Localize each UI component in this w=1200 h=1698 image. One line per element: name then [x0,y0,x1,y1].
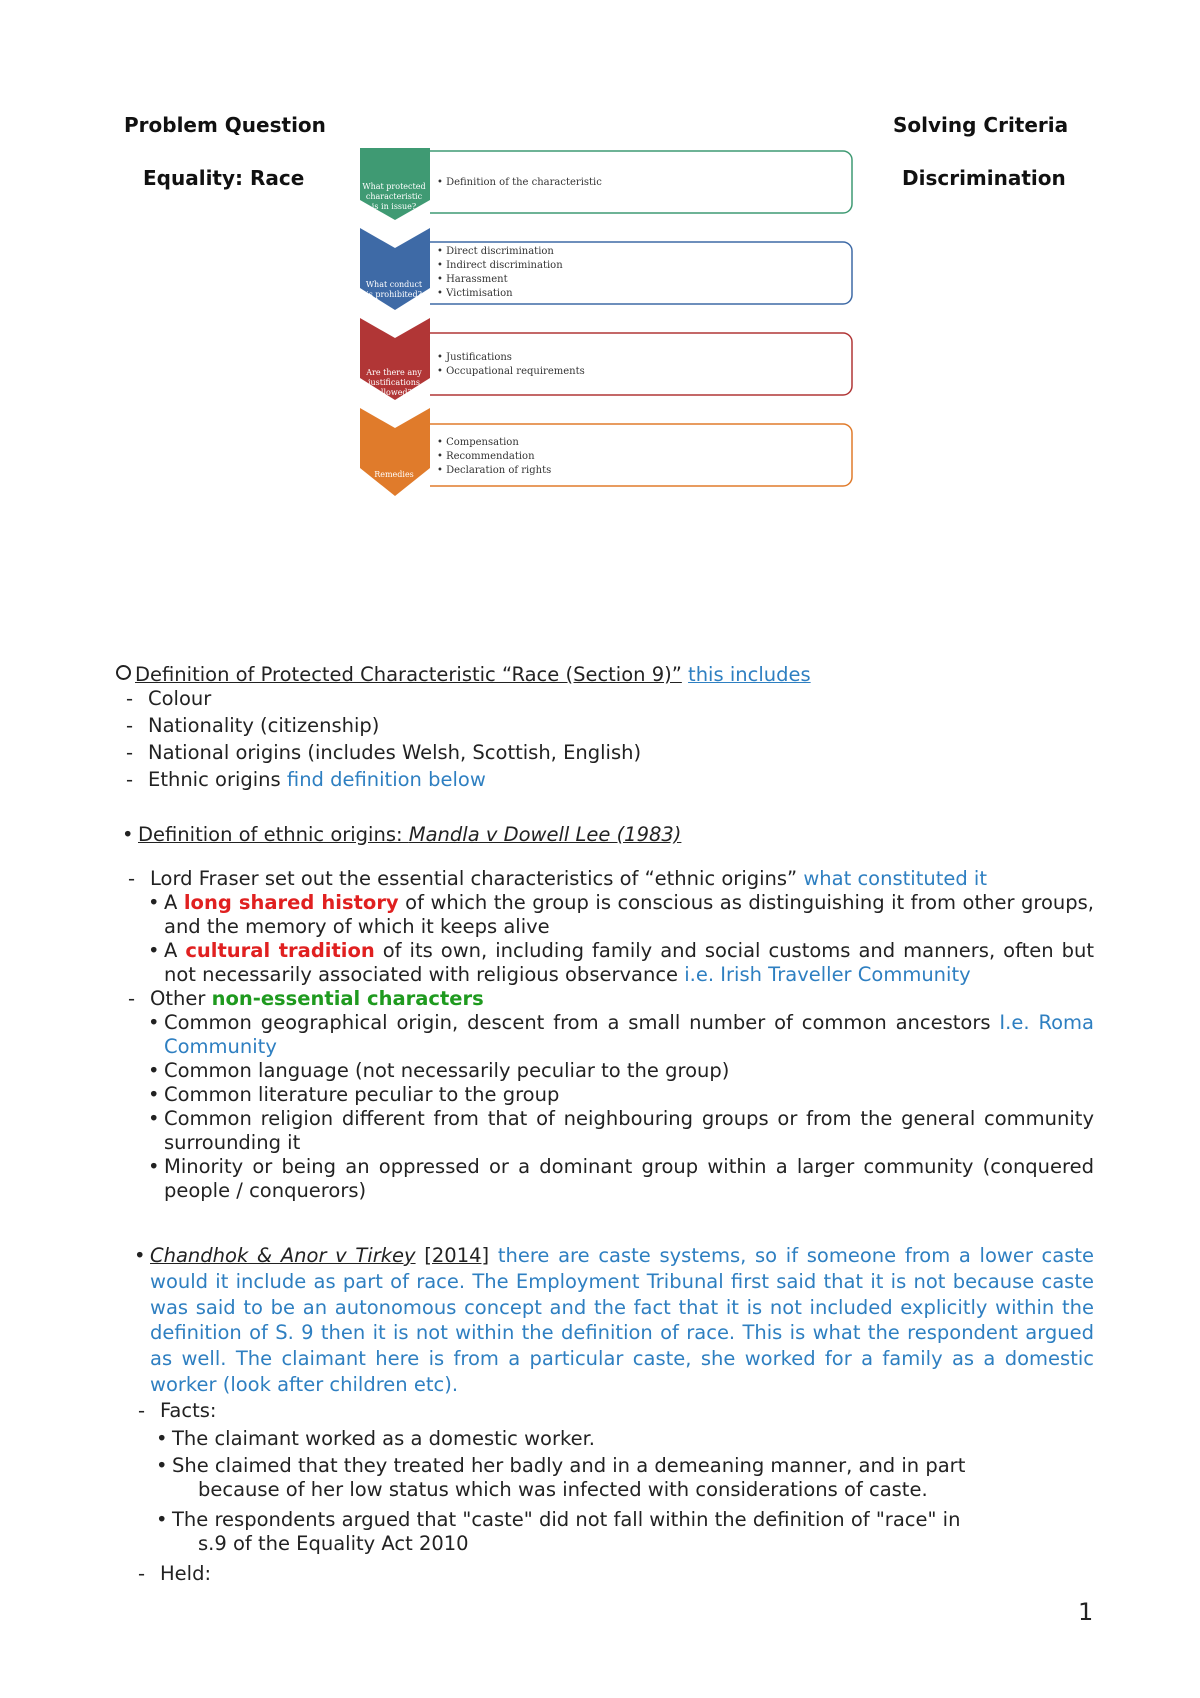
diagram-step-1 [360,148,852,220]
diagram-item: • Direct discrimination [437,246,554,257]
non-essential-4: • Common religion different from that of neighbouring groups or from the general community surrounding it [164,1107,1094,1155]
non-essential-3: • Common literature peculiar to the group [164,1083,559,1107]
race-item: - National origins (includes Welsh, Scottish, English) [148,741,641,765]
diagram-step-4 [360,408,852,496]
essential-characteristic-2: • A cultural tradition of its own, including family and social customs and manners, often but not necessarily associated with religious observance i.e. Irish Traveller Community [164,939,1094,987]
section1-heading: Definition of Protected Characteristic “Race (Section 9)” this includes [116,663,811,687]
non-essential-1: • Common geographical origin, descent from a small number of common ancestors I.e. Roma Community [164,1011,1094,1059]
diagram-item: • Victimisation [437,288,513,299]
fact-item: • She claimed that they treated her badly and in a demeaning manner, and in part because of her low status which was infected with considerations of caste. [172,1454,1012,1502]
header-left-line2: Equality: Race [143,166,305,190]
diagram-chevron-3-label: Are there any justifications allowed? [366,368,422,397]
fact-item: • The claimant worked as a domestic worker. [172,1427,595,1451]
fraser-line: - Lord Fraser set out the essential characteristics of “ethnic origins” what constituted it [150,867,987,891]
chandhok-case: • Chandhok & Anor v Tirkey [2014] there are caste systems, so if someone from a lower caste would it include as part of race. The Employment Tribunal first said that it is not because caste was said to be an autonomous concept and the fact that it is not included explicitly within the definition of S. 9 then it is not within the definition of race. This is what the respondent argued as well. The claimant here is from a particular caste, she worked for a family as a domestic worker (look after children etc). [150,1243,1094,1398]
fact-item: • The respondents argued that "caste" did not fall within the definition of "race" in s.9 of the Equality Act 2010 [172,1508,1012,1556]
page-number: 1 [1078,1598,1094,1626]
header-right-line2: Discrimination [902,166,1066,190]
circle-bullet-icon [116,665,131,680]
diagram-chevron-1-label: What protected characteristic is in issue? [362,182,426,211]
diagram-chevron-4-label: Remedies [374,470,414,479]
race-item: - Nationality (citizenship) [148,714,379,738]
facts-label: - Facts: [160,1399,216,1423]
section2-heading: • Definition of ethnic origins: Mandla v Dowell Lee (1983) [138,823,681,847]
diagram-step-3-items [437,351,585,379]
diagram-step-1-items [437,176,602,190]
diagram-step-2-items [437,245,563,301]
non-essential-2: • Common language (not necessarily peculiar to the group) [164,1059,729,1083]
diagram-step-2 [360,228,852,310]
diagram-chevron-4 [360,408,430,496]
diagram-chevron-2-label: What conduct is prohibited? [365,280,423,299]
header-left-line1: Problem Question [124,113,326,137]
diagram-step-4-items [437,436,551,478]
diagram-item: • Indirect discrimination [437,260,563,271]
diagram-item: • Harassment [437,274,508,285]
diagram-item: • Definition of the characteristic [437,177,602,188]
held-label: - Held: [160,1562,211,1586]
diagram-item: • Justifications [437,352,512,363]
diagram-item: • Compensation [437,437,519,448]
diagram-item: • Declaration of rights [437,465,552,476]
race-item-ethnic: - Ethnic origins find definition below [148,768,486,792]
non-essential-5: • Minority or being an oppressed or a dominant group within a larger community (conquered people / conquerors) [164,1155,1094,1203]
race-item: - Colour [148,687,211,711]
other-heading: - Other non-essential characters [150,987,484,1011]
diagram-item: • Occupational requirements [437,366,585,377]
process-diagram [355,148,855,528]
header-right-line1: Solving Criteria [893,113,1069,137]
diagram-item: • Recommendation [437,451,535,462]
essential-characteristic-1: • A long shared history of which the group is conscious as distinguishing it from other groups, and the memory of which it keeps alive [164,891,1094,939]
diagram-step-3 [360,318,852,400]
